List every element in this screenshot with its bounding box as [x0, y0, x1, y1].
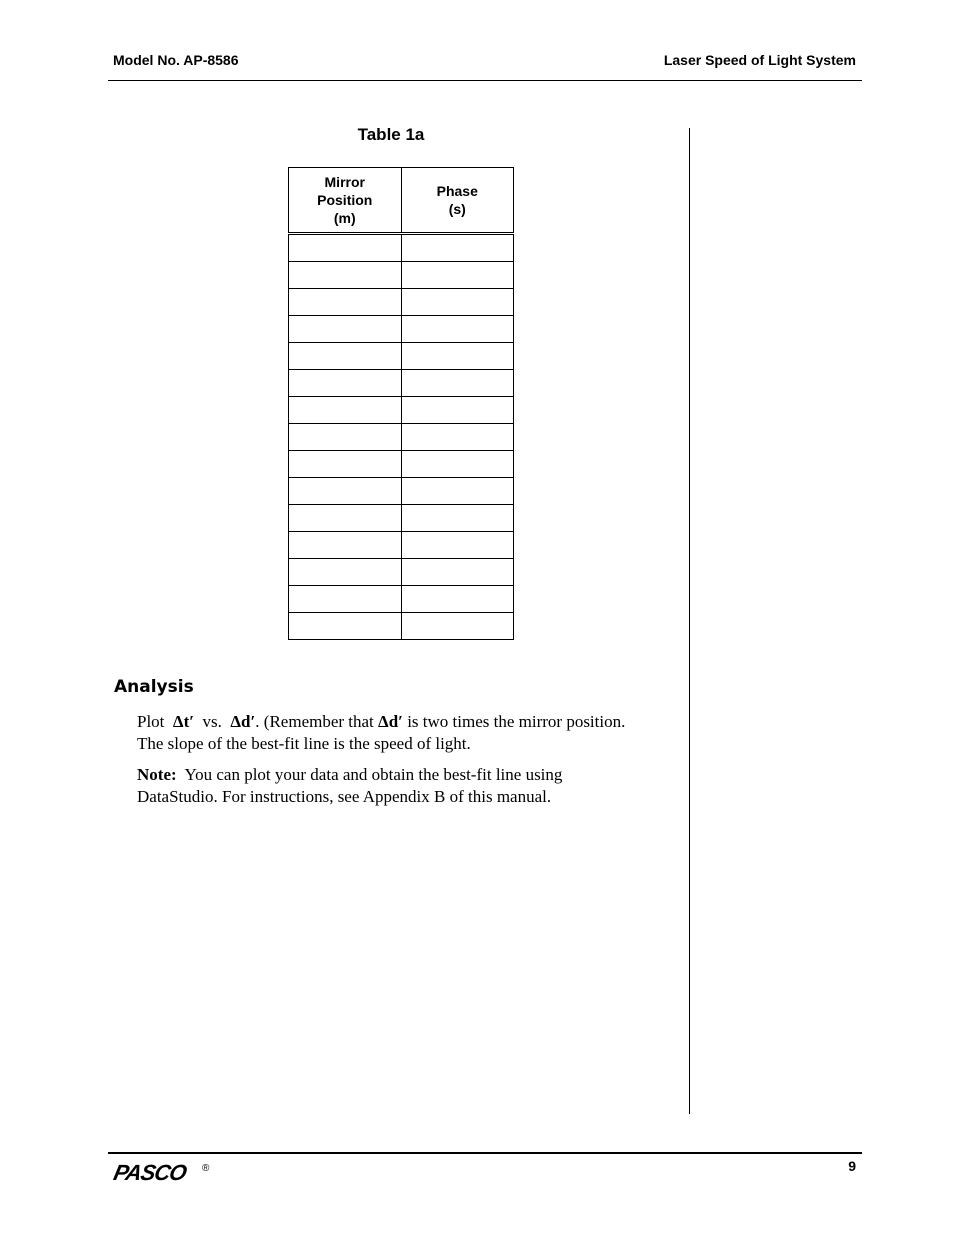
mirror-position-cell	[289, 316, 402, 343]
mirror-position-cell	[289, 370, 402, 397]
table-row	[289, 234, 514, 262]
header-document-title: Laser Speed of Light System	[663, 52, 856, 68]
table-row	[289, 559, 514, 586]
note-paragraph	[137, 764, 637, 808]
phase-cell	[401, 586, 514, 613]
table-row	[289, 478, 514, 505]
mirror-position-cell	[289, 505, 402, 532]
mirror-position-cell	[289, 559, 402, 586]
note-text: You can plot your data and obtain the best-fit line using DataStudio. For instructions, see Appendix B of this manual.	[137, 765, 563, 806]
mirror-position-cell	[289, 397, 402, 424]
mirror-position-cell	[289, 532, 402, 559]
phase-cell	[401, 370, 514, 397]
page-number: 9	[848, 1158, 856, 1174]
header-model-number: Model No. AP-8586	[113, 52, 239, 68]
phase-cell	[401, 234, 514, 262]
table-row	[289, 289, 514, 316]
registered-mark: ®	[202, 1163, 210, 1174]
footer-divider	[108, 1152, 862, 1154]
delta-t-symbol: Δt′	[172, 712, 195, 731]
mirror-position-cell	[289, 613, 402, 640]
table-body	[289, 234, 514, 640]
phase-cell	[401, 316, 514, 343]
analysis-paragraph: Plot Δt′ vs. Δd′. (Remember that Δd′ is two times the mirror position. The slope of the best-fit line is the speed of light.	[137, 712, 626, 753]
note-label: Note:	[137, 765, 177, 784]
phase-cell	[401, 613, 514, 640]
mirror-position-cell	[289, 234, 402, 262]
delta-d-symbol: Δd′	[378, 712, 403, 731]
phase-cell	[401, 424, 514, 451]
mirror-position-cell	[289, 586, 402, 613]
table-header-row	[289, 168, 514, 234]
mirror-position-cell	[289, 289, 402, 316]
table-row	[289, 343, 514, 370]
table-row	[289, 370, 514, 397]
phase-cell	[401, 262, 514, 289]
table-row	[289, 316, 514, 343]
phase-cell	[401, 559, 514, 586]
column-header-mirror-position: Mirror Position (m)	[289, 168, 402, 234]
table-row	[289, 451, 514, 478]
table-row	[289, 262, 514, 289]
mirror-position-cell	[289, 424, 402, 451]
column-header-phase: Phase (s)	[401, 168, 514, 234]
table-row	[289, 424, 514, 451]
margin-rule	[689, 128, 690, 1114]
phase-cell	[401, 289, 514, 316]
mirror-position-cell	[289, 343, 402, 370]
mirror-position-cell	[289, 451, 402, 478]
table-row	[289, 397, 514, 424]
phase-cell	[401, 397, 514, 424]
phase-cell	[401, 451, 514, 478]
header-divider	[108, 80, 862, 81]
table-row	[289, 586, 514, 613]
table-row	[289, 505, 514, 532]
table-caption: Table 1a	[357, 125, 425, 144]
phase-cell	[401, 532, 514, 559]
phase-cell	[401, 505, 514, 532]
table-row	[289, 532, 514, 559]
phase-cell	[401, 478, 514, 505]
pasco-logo: PASCO	[111, 1160, 189, 1185]
section-title-analysis: Analysis	[114, 677, 194, 697]
delta-d-symbol: Δd′	[230, 712, 256, 731]
mirror-position-cell	[289, 262, 402, 289]
phase-cell	[401, 343, 514, 370]
data-table	[288, 167, 514, 640]
mirror-position-cell	[289, 478, 402, 505]
table-row	[289, 613, 514, 640]
